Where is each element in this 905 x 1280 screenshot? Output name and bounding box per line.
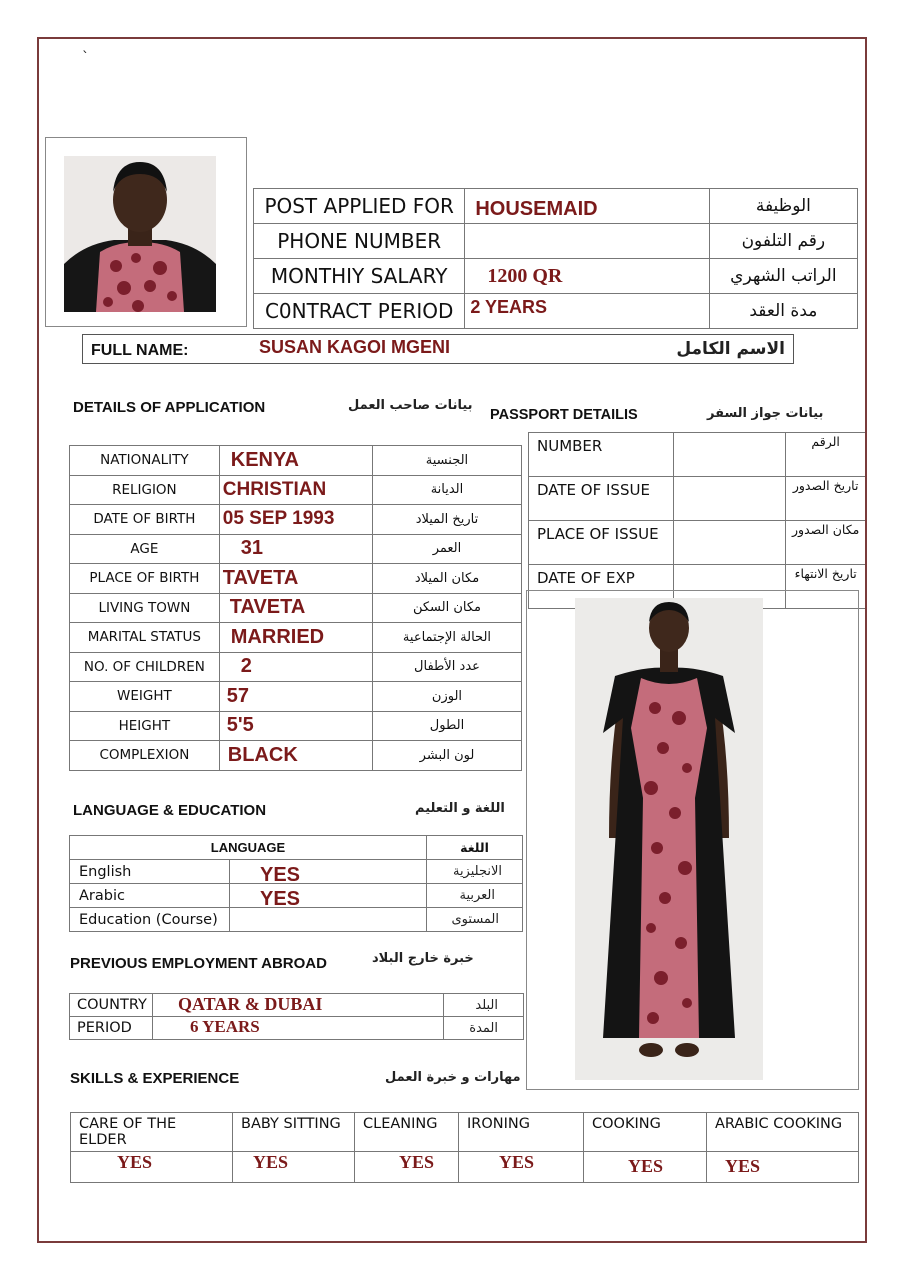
app-arabic: الوزن	[372, 682, 521, 712]
language-table	[69, 835, 523, 932]
age-value: 31	[240, 537, 264, 560]
passport-label: NUMBER	[529, 433, 674, 477]
table-row	[70, 860, 523, 884]
skill-label: ARABIC COOKING	[707, 1113, 859, 1152]
contract-value: 2 YEARS	[470, 297, 548, 317]
language-arabic: الانجليزية	[427, 860, 523, 884]
passport-title: PASSPORT DETAILIS	[490, 407, 638, 423]
table-row	[254, 224, 858, 259]
application-table	[69, 445, 522, 771]
complexion-value: BLACK	[227, 743, 298, 766]
table-row	[70, 1017, 524, 1040]
table-row	[70, 534, 522, 564]
language-label: Arabic	[70, 884, 230, 908]
table-row	[254, 189, 858, 224]
passport-label: PLACE OF ISSUE	[529, 521, 674, 565]
header-arabic: الوظيفة	[709, 189, 857, 224]
header-value-cell	[465, 189, 709, 224]
table-row	[70, 836, 523, 860]
skill-label: BABY SITTING	[233, 1113, 355, 1152]
education-value	[230, 908, 427, 932]
table-row	[70, 908, 523, 932]
table-row	[529, 521, 866, 565]
stray-mark: `	[82, 50, 89, 66]
passport-arabic: الرقم	[786, 433, 865, 477]
skills-title-arabic: مهارات و خبرة العمل	[385, 1070, 521, 1085]
employment-arabic: البلد	[444, 994, 524, 1017]
language-label: Education (Course)	[70, 908, 230, 932]
post-applied-value: HOUSEMAID	[475, 198, 598, 220]
skill-elder-value: YES	[117, 1152, 153, 1172]
salary-value: 1200 QR	[487, 265, 563, 287]
table-row	[529, 433, 866, 477]
app-label: AGE	[70, 534, 220, 564]
language-col-header: LANGUAGE	[70, 836, 427, 860]
table-row	[70, 652, 522, 682]
full-body-photo	[575, 598, 763, 1080]
employment-label: PERIOD	[70, 1017, 153, 1040]
table-row	[70, 994, 524, 1017]
application-title: DETAILS OF APPLICATION	[73, 399, 266, 416]
application-title-arabic: بيانات صاحب العمل	[348, 398, 473, 413]
app-label: LIVING TOWN	[70, 593, 220, 623]
table-row	[70, 741, 522, 771]
app-label: NATIONALITY	[70, 446, 220, 476]
height-value: 5'5	[226, 714, 254, 737]
birthplace-value: TAVETA	[222, 566, 299, 589]
header-label: POST APPLIED FOR	[254, 189, 465, 224]
full-body-photo-frame	[526, 590, 859, 1090]
table-row	[71, 1113, 859, 1152]
skill-label: IRONING	[459, 1113, 584, 1152]
skills-table	[70, 1112, 859, 1183]
table-row	[70, 593, 522, 623]
header-label: PHONE NUMBER	[254, 224, 465, 259]
app-label: COMPLEXION	[70, 741, 220, 771]
table-row	[70, 446, 522, 476]
passport-arabic: تاريخ الانتهاء	[786, 565, 865, 609]
skill-ironing-value: YES	[499, 1152, 535, 1172]
app-arabic: عدد الأطفال	[372, 652, 521, 682]
nationality-value: KENYA	[230, 448, 299, 471]
full-name-arabic: الاسم الكامل	[676, 339, 785, 359]
app-arabic: الجنسية	[372, 446, 521, 476]
table-row	[70, 505, 522, 535]
app-label: MARITAL STATUS	[70, 623, 220, 653]
table-row	[70, 475, 522, 505]
english-value: YES	[260, 864, 301, 886]
header-table	[253, 188, 858, 329]
table-row	[254, 294, 858, 329]
employment-table	[69, 993, 524, 1040]
app-arabic: تاريخ الميلاد	[372, 505, 521, 535]
header-arabic: رقم التلفون	[709, 224, 857, 259]
employment-arabic: المدة	[444, 1017, 524, 1040]
app-arabic: الديانة	[372, 475, 521, 505]
passport-arabic: مكان الصدور	[786, 521, 865, 565]
app-arabic: لون البشر	[372, 741, 521, 771]
language-arabic: العربية	[427, 884, 523, 908]
app-label: PLACE OF BIRTH	[70, 564, 220, 594]
passport-label: DATE OF ISSUE	[529, 477, 674, 521]
app-label: RELIGION	[70, 475, 220, 505]
table-row	[70, 682, 522, 712]
employment-label: COUNTRY	[70, 994, 153, 1017]
full-name-label: FULL NAME:	[91, 342, 189, 359]
table-row	[71, 1152, 859, 1183]
dob-value: 05 SEP 1993	[222, 508, 335, 530]
children-value: 2	[240, 655, 252, 678]
language-title-arabic: اللغة و التعليم	[415, 801, 505, 816]
table-row	[529, 477, 866, 521]
language-label: English	[70, 860, 230, 884]
app-arabic: الطول	[372, 711, 521, 741]
table-row	[70, 623, 522, 653]
app-label: HEIGHT	[70, 711, 220, 741]
passport-issue-place-value	[673, 521, 785, 565]
language-arabic: المستوى	[427, 908, 523, 932]
skill-arabic-cooking-value: YES	[725, 1156, 761, 1176]
employment-title: PREVIOUS EMPLOYMENT ABROAD	[70, 955, 327, 972]
app-arabic: مكان السكن	[372, 593, 521, 623]
skill-cooking-value: YES	[628, 1156, 664, 1176]
passport-issue-date-value	[673, 477, 785, 521]
app-label: WEIGHT	[70, 682, 220, 712]
app-arabic: الحالة الإجتماعية	[372, 623, 521, 653]
employment-title-arabic: خبرة خارج البلاد	[372, 951, 474, 966]
app-arabic: العمر	[372, 534, 521, 564]
passport-number-value	[673, 433, 785, 477]
skill-label: CLEANING	[355, 1113, 459, 1152]
header-arabic: الراتب الشهري	[709, 259, 857, 294]
header-value-cell	[465, 259, 709, 294]
full-name-box	[82, 334, 794, 364]
skills-title: SKILLS & EXPERIENCE	[70, 1070, 240, 1087]
skill-label: COOKING	[584, 1113, 707, 1152]
header-label: C0NTRACT PERIOD	[254, 294, 465, 329]
language-col-header-arabic: اللغة	[427, 836, 523, 860]
table-row	[70, 711, 522, 741]
header-value-cell	[465, 294, 709, 329]
weight-value: 57	[226, 684, 250, 707]
employment-period-value: 6 YEARS	[190, 1017, 260, 1036]
phone-value	[465, 224, 709, 259]
passport-arabic: تاريخ الصدور	[786, 477, 865, 521]
full-name-value: SUSAN KAGOI MGENI	[259, 337, 451, 357]
portrait-photo	[64, 156, 216, 312]
skill-label: CARE OF THE ELDER	[71, 1113, 233, 1152]
passport-table	[528, 432, 865, 609]
passport-label: DATE OF EXP	[529, 565, 674, 609]
marital-value: MARRIED	[230, 625, 325, 648]
portrait-photo-frame	[45, 137, 247, 327]
skill-baby-value: YES	[253, 1152, 289, 1172]
living-town-value: TAVETA	[229, 596, 306, 619]
table-row	[254, 259, 858, 294]
header-arabic: مدة العقد	[709, 294, 857, 329]
app-label: NO. OF CHILDREN	[70, 652, 220, 682]
table-row	[70, 564, 522, 594]
arabic-value: YES	[260, 888, 301, 910]
table-row	[70, 884, 523, 908]
app-arabic: مكان الميلاد	[372, 564, 521, 594]
header-label: MONTHIY SALARY	[254, 259, 465, 294]
app-label: DATE OF BIRTH	[70, 505, 220, 535]
skill-cleaning-value: YES	[399, 1152, 435, 1172]
religion-value: CHRISTIAN	[222, 478, 327, 500]
employment-country-value: QATAR & DUBAI	[178, 994, 323, 1014]
passport-title-arabic: بيانات جواز السفر	[707, 406, 824, 421]
language-title: LANGUAGE & EDUCATION	[73, 802, 267, 819]
